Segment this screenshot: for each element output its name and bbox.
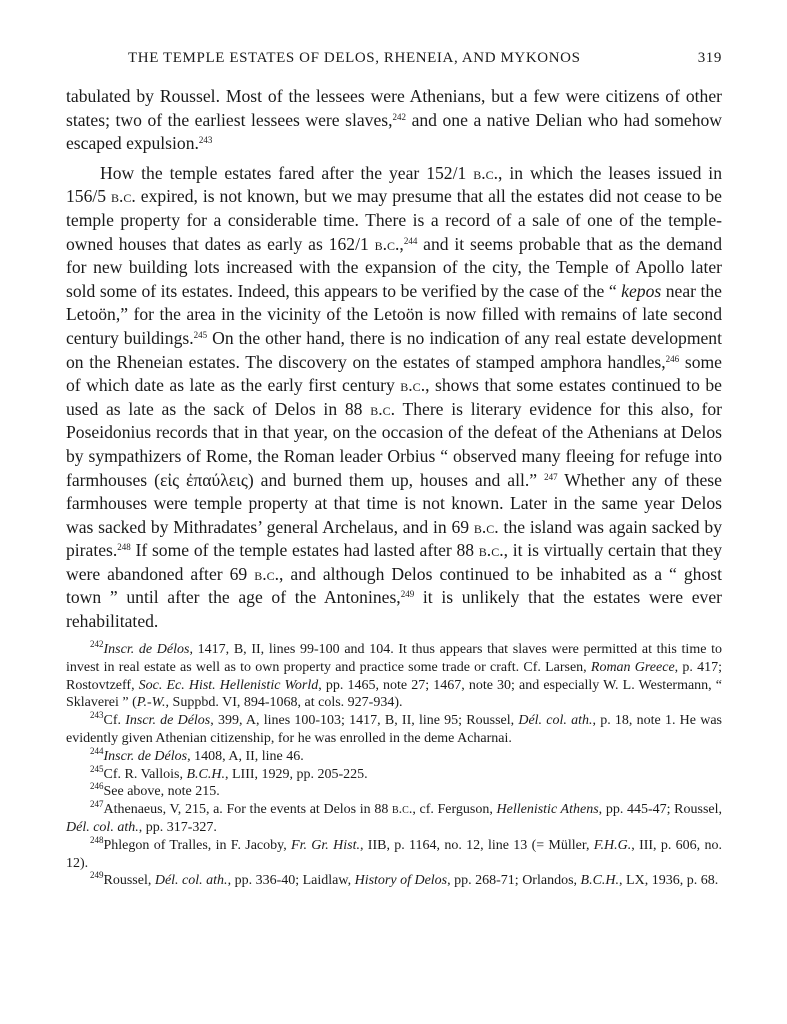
footnote-ref[interactable]: 247 xyxy=(544,471,558,482)
running-title: THE TEMPLE ESTATES OF DELOS, RHENEIA, AND MYKONOS xyxy=(128,50,581,66)
greek-phrase: εἰς ἐπαύλεις xyxy=(159,469,248,490)
body-text xyxy=(66,85,722,634)
footnote-ref[interactable]: 243 xyxy=(198,135,213,146)
italic-term: kepos xyxy=(621,280,662,301)
footnote-248: $^{248}$Phlegon of Tralles, in F. Jacoby, Fr. Gr. Hist., IIB, p. 1164, no. 12, line 13 (= Müller, F.H.G., III, p. 606, no. 12). xyxy=(66,834,722,871)
paragraph-temple-estates: How the temple estates fared after the year 152/1 b.c., in which the leases issued in 156/5 b.c. expired, is not known, but we may presume that all the estates did not cease to be temple property for a considerable time. There is a record of a sale of one of the temple-owned houses that dates as early as 162/1 b.c.,$^{244}$ and it seems probable that as the demand for new building lots increased with the expansion of the city, the Temple of Apollo later sold some of its estates. Indeed, this appears to be verified by the case of the “ kepos near the Letoön,” for the area in the vicinity of the Letoön is now filled with remains of late second century buildings.$^{245}$ On the other hand, there is no indication of any real estate development on the Rheneian estates. The discovery on the estates of stamped amphora handles,$^{246}$ some of which date as late as the early first century b.c., shows that some estates continued to be used as late as the sack of Delos in 88 b.c. There is literary evidence for this also, for Poseidonius records that in that year, on the occasion of the defeat of the Athenians at Delos by sympathizers of Rome, the Roman leader Orbius “ observed many fleeing for refuge into farmhouses (εἰς ἐπαύλεις) and burned them up, houses and all.” $^{247}$ Whether any of these farmhouses were temple property at that time is not known. Later in the same year Delos was sacked by Mithradates’ general Archelaus, and in 69 b.c. the island was again sacked by pirates.$^{248}$ If some of the temple estates had lasted after 88 b.c., it is virtually certain that they were abandoned after 69 b.c., and although Delos continued to be inhabited as a “ ghost town ” until after the age of the Antonines,$^{249}$ it is unlikely that the estates were ever rehabilitated. xyxy=(66,162,722,632)
footnote-ref[interactable]: 242 xyxy=(392,111,407,122)
footnote-ref[interactable]: 249 xyxy=(400,589,415,600)
footnote-245: $^{245}$Cf. R. Vallois, B.C.H., LIII, 1929, pp. 205-225. xyxy=(90,763,368,782)
footnote-242: $^{242}$Inscr. de Délos, 1417, B, II, lines 99-100 and 104. It thus appears that slaves were permitted at this time to invest in real estate as well as to own property and practice some trade or craft. Cf. Larsen, Roman Greece, p. 417; Rostovtzeff, Soc. Ec. Hist. Hellenistic World, pp. 1465, note 27; 1467, note 30; and especially W. L. Westermann, “ Sklaverei ” (P.-W., Suppbd. VI, 894-1068, at cols. 927-934). xyxy=(66,639,722,711)
paragraph-continuation: tabulated by Roussel. Most of the lessees were Athenians, but a few were citizens of other states; two of the earliest lessees were slaves,$^{242}$ and one a native Delian who had somehow escaped expulsion.$^{243}$ xyxy=(66,86,722,154)
footnotes xyxy=(66,641,722,890)
footnote-ref[interactable]: 244 xyxy=(403,235,418,246)
footnote-244: $^{244}$Inscr. de Délos, 1408, A, II, line 46. xyxy=(90,745,304,764)
footnote-243: $^{243}$Cf. Inscr. de Délos, 399, A, lines 100-103; 1417, B, II, line 95; Roussel, Dél. col. ath., p. 18, note 1. He was evidently given Athenian citizenship, for he was enrolled in the deme Acharnai. xyxy=(66,710,722,746)
page-number: 319 xyxy=(697,50,722,66)
footnote-247: $^{247}$Athenaeus, V, 215, a. For the events at Delos in 88 b.c., cf. Ferguson, Hellenistic Athens, pp. 445-47; Roussel, Dél. col. ath., pp. 317-327. xyxy=(66,799,723,835)
footnote-ref[interactable]: 246 xyxy=(665,353,680,364)
footnote-246: $^{246}$See above, note 215. xyxy=(90,781,220,800)
page-header xyxy=(66,50,722,72)
footnote-ref[interactable]: 245 xyxy=(193,329,208,340)
footnote-249: $^{249}$Roussel, Dél. col. ath., pp. 336-40; Laidlaw, History of Delos, pp. 268-71; Orlandos, B.C.H., LX, 1936, p. 68. xyxy=(90,870,719,889)
footnote-ref[interactable]: 248 xyxy=(117,542,131,553)
